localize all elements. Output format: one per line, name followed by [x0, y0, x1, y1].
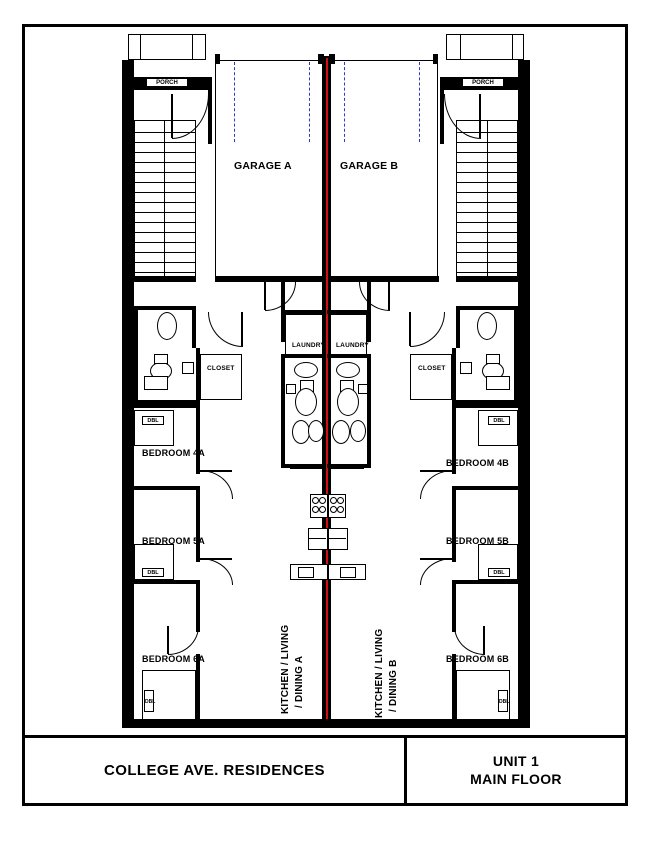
entry-b-door-swing [444, 94, 481, 139]
bath-a2-wall-left [134, 306, 138, 404]
bedroom-6a-wall-right-lower [196, 654, 200, 724]
entry-a-wall-top [134, 86, 212, 90]
garage-b-door-track-left [344, 62, 345, 142]
garage-a-door-jamb-right [318, 54, 324, 64]
sink-a-icon [294, 362, 318, 378]
shower-a-icon [308, 420, 324, 442]
bath-b-wall-right [367, 358, 371, 468]
stair-b-rail [487, 120, 488, 282]
laundry-b-label: LAUNDRY [336, 342, 369, 349]
tub-b-icon [332, 420, 350, 444]
bath-b2-wall-right [514, 306, 518, 404]
laundry-a-wall-bottom [281, 354, 325, 358]
garage-b-right-wall [518, 86, 530, 276]
entry-b-door-panel [479, 94, 481, 138]
bedroom-5a-door-swing [200, 558, 233, 585]
closet-a-label: CLOSET [207, 365, 235, 372]
floor-label: MAIN FLOOR [470, 770, 562, 787]
sink-a2-icon [298, 567, 314, 578]
bedroom-5a-wall-right [196, 490, 200, 562]
garage-a-label: GARAGE A [234, 160, 292, 172]
bedroom-5b-label: BEDROOM 5B [446, 536, 510, 546]
porch-a-wall-left [122, 60, 134, 86]
bottom-wall-inner-line [134, 724, 518, 725]
unit-label: UNIT 1 [492, 753, 540, 769]
closet-b-room [410, 354, 452, 400]
laundry-b-room [329, 314, 367, 358]
entry-b-wall-top [440, 86, 518, 90]
porch-b-wall-right [518, 60, 530, 86]
garage-a-door-jamb-left [215, 54, 220, 64]
porch-b-rail-2 [512, 34, 513, 60]
bedroom-5b-door-swing [420, 558, 453, 585]
toilet-a2-tank-icon [154, 354, 168, 364]
laundry-a-label: LAUNDRY [292, 342, 325, 349]
closet-b-wall-left [452, 348, 456, 404]
bedroom-6b-door-swing [454, 626, 485, 655]
stair-a-back-wall [134, 276, 196, 282]
garage-a-door-track-right [309, 62, 310, 142]
bedroom-4a-door-swing [200, 470, 233, 499]
bedroom-5b-wall-left [452, 490, 456, 562]
vanity-a2-icon [144, 376, 168, 390]
sink-b-icon [336, 362, 360, 378]
bedroom-4a-wall-bottom [134, 486, 200, 490]
kitchen-b-label: KITCHEN / LIVING [374, 628, 385, 718]
party-wall-centerline [326, 58, 328, 726]
garage-a-door-track-left [234, 62, 235, 142]
kitchen-b-label-2: / DINING B [388, 659, 399, 712]
bed-4b-tag: DBL [488, 416, 510, 425]
bedroom-4b-wall-bottom [452, 486, 518, 490]
bedroom-6a-door-swing [168, 626, 199, 655]
porch-b-edge-left [446, 34, 447, 60]
bed-5a-tag: DBL [142, 568, 164, 577]
bedroom-5a-wall-bottom [134, 580, 200, 584]
toilet-b2-tank-icon [486, 354, 500, 364]
closet-b-label: CLOSET [418, 365, 446, 372]
stair-a-outline [134, 120, 196, 282]
bedroom-4a-label: BEDROOM 4A [142, 448, 206, 458]
porch-b-label: PORCH [462, 78, 504, 88]
closet-a-door-swing [208, 312, 243, 347]
bed-6b-tag: DBL [498, 690, 508, 712]
shower-b-icon [350, 420, 366, 442]
closet-a-room [200, 354, 242, 400]
bath-b2-wall-top [456, 306, 518, 310]
bedroom-6a-wall-right-upper [196, 584, 200, 632]
bed-4a-tag: DBL [142, 416, 164, 425]
bedroom-4a-wall-top [134, 404, 196, 408]
porch-a-rail-2 [192, 34, 193, 60]
fridge-b-icon [328, 528, 348, 550]
kitchen-a-label: KITCHEN / LIVING [280, 624, 291, 714]
bedroom-4a-wall-right-upper [196, 404, 200, 474]
tub-b2-icon [477, 312, 497, 340]
title-block [22, 735, 628, 806]
closet-b-door-swing [410, 312, 445, 347]
bath-b-fixture-icon [358, 384, 368, 394]
bedroom-6a-label: BEDROOM 6A [142, 654, 206, 664]
bedroom-6b-label: BEDROOM 6B [446, 654, 510, 664]
garage-b-entry-door-swing [359, 282, 390, 311]
garage-a-left-wall [122, 86, 134, 276]
sink-b2-icon [340, 567, 356, 578]
laundry-a-room [285, 314, 323, 358]
bed-5b-tag: DBL [488, 568, 510, 577]
porch-a-rail-1 [140, 34, 141, 60]
porch-b-rail-1 [460, 34, 461, 60]
stair-b-back-wall [456, 276, 518, 282]
sheet-title-cell [407, 738, 625, 803]
kitchen-a-label-2: / DINING A [294, 655, 305, 708]
garage-b-door-jamb-left [329, 54, 335, 64]
garage-b-door-jamb-right [433, 54, 438, 64]
exterior-wall-left [122, 276, 134, 728]
porch-a-edge-right [205, 34, 206, 60]
porch-a-label: PORCH [146, 78, 188, 88]
bedroom-6b-wall-left-upper [452, 584, 456, 632]
toilet-a-icon [295, 388, 317, 416]
bedroom-5b-wall-bottom [452, 580, 518, 584]
bedroom-4b-door-swing [420, 470, 453, 499]
bedroom-4b-label: BEDROOM 4B [446, 458, 510, 468]
bed-6a-tag: DBL [144, 690, 154, 712]
bath-a2-wall-right [192, 306, 196, 348]
laundry-b-wall-bottom [327, 354, 371, 358]
bath-a-wall-left [281, 358, 285, 468]
bedroom-4b-wall-top [456, 404, 518, 408]
exterior-wall-right [518, 276, 530, 728]
bath-a2-wall-top [134, 306, 196, 310]
fridge-a-icon [308, 528, 328, 550]
bedroom-5a-label: BEDROOM 5A [142, 536, 206, 546]
bath-a2-fixture-icon [182, 362, 194, 374]
vanity-b2-icon [486, 376, 510, 390]
garage-b-door-track-right [419, 62, 420, 142]
floor-plan-drawing [22, 24, 628, 735]
toilet-b-icon [337, 388, 359, 416]
garage-b-label: GARAGE B [340, 160, 399, 172]
tub-a2-icon [157, 312, 177, 340]
bath-a-fixture-icon [286, 384, 296, 394]
project-title: COLLEGE AVE. RESIDENCES [104, 762, 325, 779]
project-title-cell [25, 738, 407, 803]
stair-a-rail [164, 120, 165, 282]
bath-b2-fixture-icon [460, 362, 472, 374]
bath-b2-wall-left [456, 306, 460, 348]
